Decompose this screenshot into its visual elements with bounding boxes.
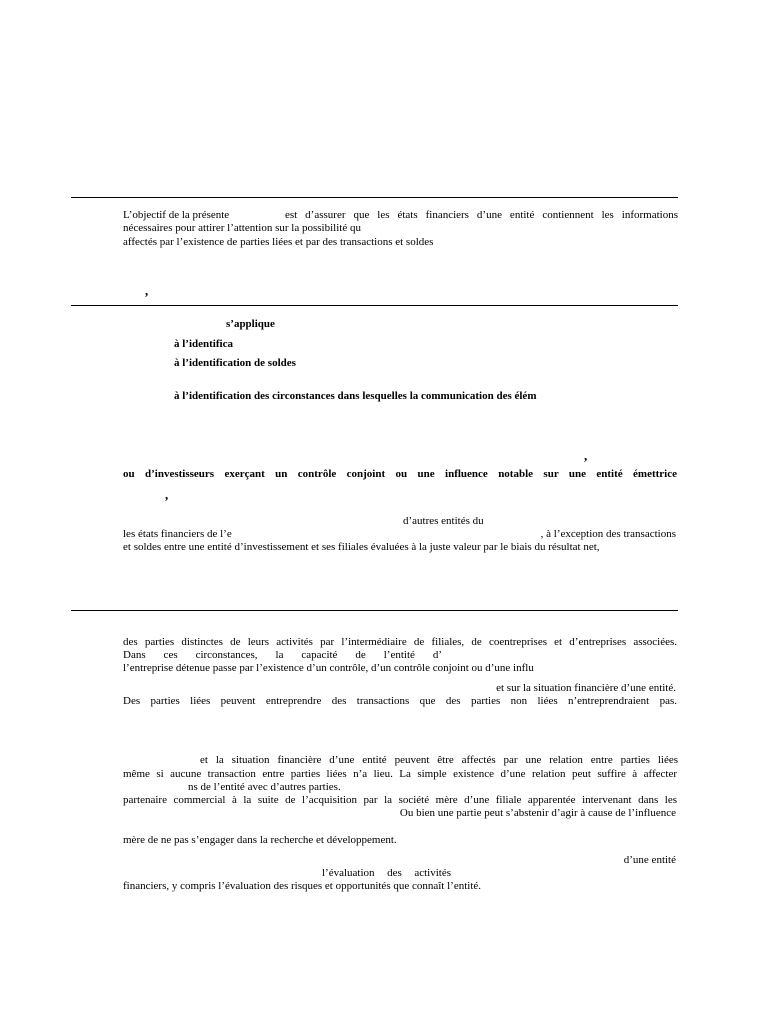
scope-item: à l’identification de soldes	[174, 357, 296, 369]
punctuation: ,	[165, 487, 169, 502]
section-divider	[71, 197, 678, 198]
scope-text: les états financiers de l’e	[123, 528, 232, 540]
objective-text: affectés par l’existence de parties liées et par des transactions et soldes	[123, 236, 434, 248]
scope-item: à l’identifica	[174, 338, 233, 350]
objective-text: nécessaires pour attirer l’attention sur la possibilité qu	[123, 222, 361, 234]
body-text: et la situation financière d’une entité peuvent être affectés par une relation entre parties liées	[200, 754, 678, 766]
punctuation: ,	[145, 283, 149, 298]
body-text: ns de l’entité avec d’autres parties.	[188, 781, 341, 793]
body-text: Des parties liées peuvent entreprendre des transactions que des parties non liées n’entreprendraient pas.	[123, 695, 677, 707]
scope-text: , à l’exception des transactions	[540, 528, 676, 540]
body-text: financiers, y compris l’évaluation des risques et opportunités que connaît l’entité.	[123, 880, 482, 892]
section-divider	[71, 305, 678, 306]
body-text: partenaire commercial à la suite de l’acquisition par la société mère d’une filiale apparentée intervenant dans les	[123, 794, 677, 806]
body-text: et sur la situation financière d’une entité.	[496, 682, 676, 694]
section-divider	[71, 610, 678, 611]
objective-text: L’objectif de la présente	[123, 209, 230, 221]
body-text: l’entreprise détenue passe par l’existence d’un contrôle, d’un contrôle conjoint ou d’une influ	[123, 662, 534, 674]
scope-text: et soldes entre une entité d’investissement et ses filiales évaluées à la juste valeur par le biais du résultat net,	[123, 541, 600, 553]
body-text: d’une entité	[623, 854, 676, 866]
body-text: Ou bien une partie peut s’abstenir d’agir à cause de l’influence	[399, 807, 676, 819]
body-text: des parties distinctes de leurs activités par l’intermédiaire de filiales, de coentreprises et d’entreprises associées.	[123, 636, 677, 648]
body-text: l’évaluation des activités	[322, 867, 451, 879]
body-text: Dans ces circonstances, la capacité de l’entité d’	[123, 649, 442, 661]
scope-text: d’autres entités du	[403, 515, 484, 527]
scope-heading: s’applique	[226, 318, 275, 330]
scope-investors-text: ou d’investisseurs exerçant un contrôle conjoint ou une influence notable sur une entité émettrice	[123, 468, 677, 480]
scope-item: à l’identification des circonstances dans lesquelles la communication des élém	[174, 390, 537, 402]
objective-text: est d’assurer que les états financiers d’une entité contiennent les informations	[285, 209, 678, 221]
body-text: mère de ne pas s’engager dans la recherche et développement.	[123, 834, 397, 846]
punctuation: ,	[584, 448, 588, 463]
body-text: même si aucune transaction entre parties liées n’a lieu. La simple existence d’une relation peut suffire à affecter	[123, 768, 677, 780]
